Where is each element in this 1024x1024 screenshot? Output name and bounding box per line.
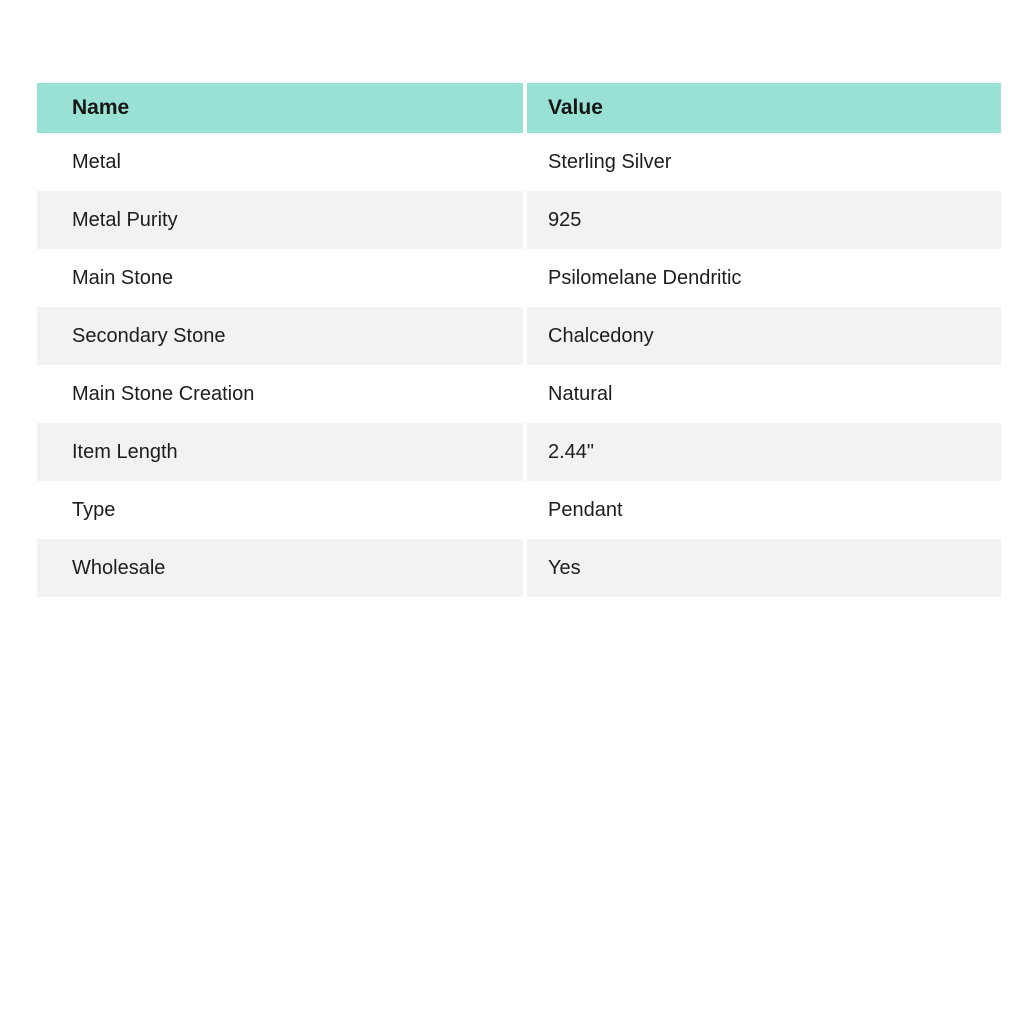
attribute-name: Main Stone Creation xyxy=(37,365,527,423)
table-header-row xyxy=(37,83,1001,133)
attribute-name: Item Length xyxy=(37,423,527,481)
attribute-name: Type xyxy=(37,481,527,539)
table-row xyxy=(37,423,1001,481)
table-row xyxy=(37,539,1001,597)
attribute-name: Wholesale xyxy=(37,539,527,597)
attribute-value: Natural xyxy=(548,382,613,405)
attribute-name: Secondary Stone xyxy=(37,307,527,365)
table-row xyxy=(37,307,1001,365)
column-header-value: Value xyxy=(548,96,603,119)
attribute-name: Metal Purity xyxy=(37,191,527,249)
attribute-value: Yes xyxy=(548,556,581,579)
attribute-value: Psilomelane Dendritic xyxy=(548,266,742,289)
attribute-value: Chalcedony xyxy=(548,324,654,347)
table-row xyxy=(37,249,1001,307)
attribute-name: Metal xyxy=(37,133,527,191)
attribute-value: Sterling Silver xyxy=(548,150,672,173)
item-specifics-table xyxy=(37,83,1001,597)
attribute-value: 925 xyxy=(548,208,582,231)
attribute-name: Main Stone xyxy=(37,249,527,307)
table-row xyxy=(37,191,1001,249)
table-row xyxy=(37,481,1001,539)
table-row xyxy=(37,365,1001,423)
table-row xyxy=(37,133,1001,191)
attribute-value: Pendant xyxy=(548,498,623,521)
attribute-value: 2.44" xyxy=(548,440,595,463)
column-header-name: Name xyxy=(37,83,527,133)
